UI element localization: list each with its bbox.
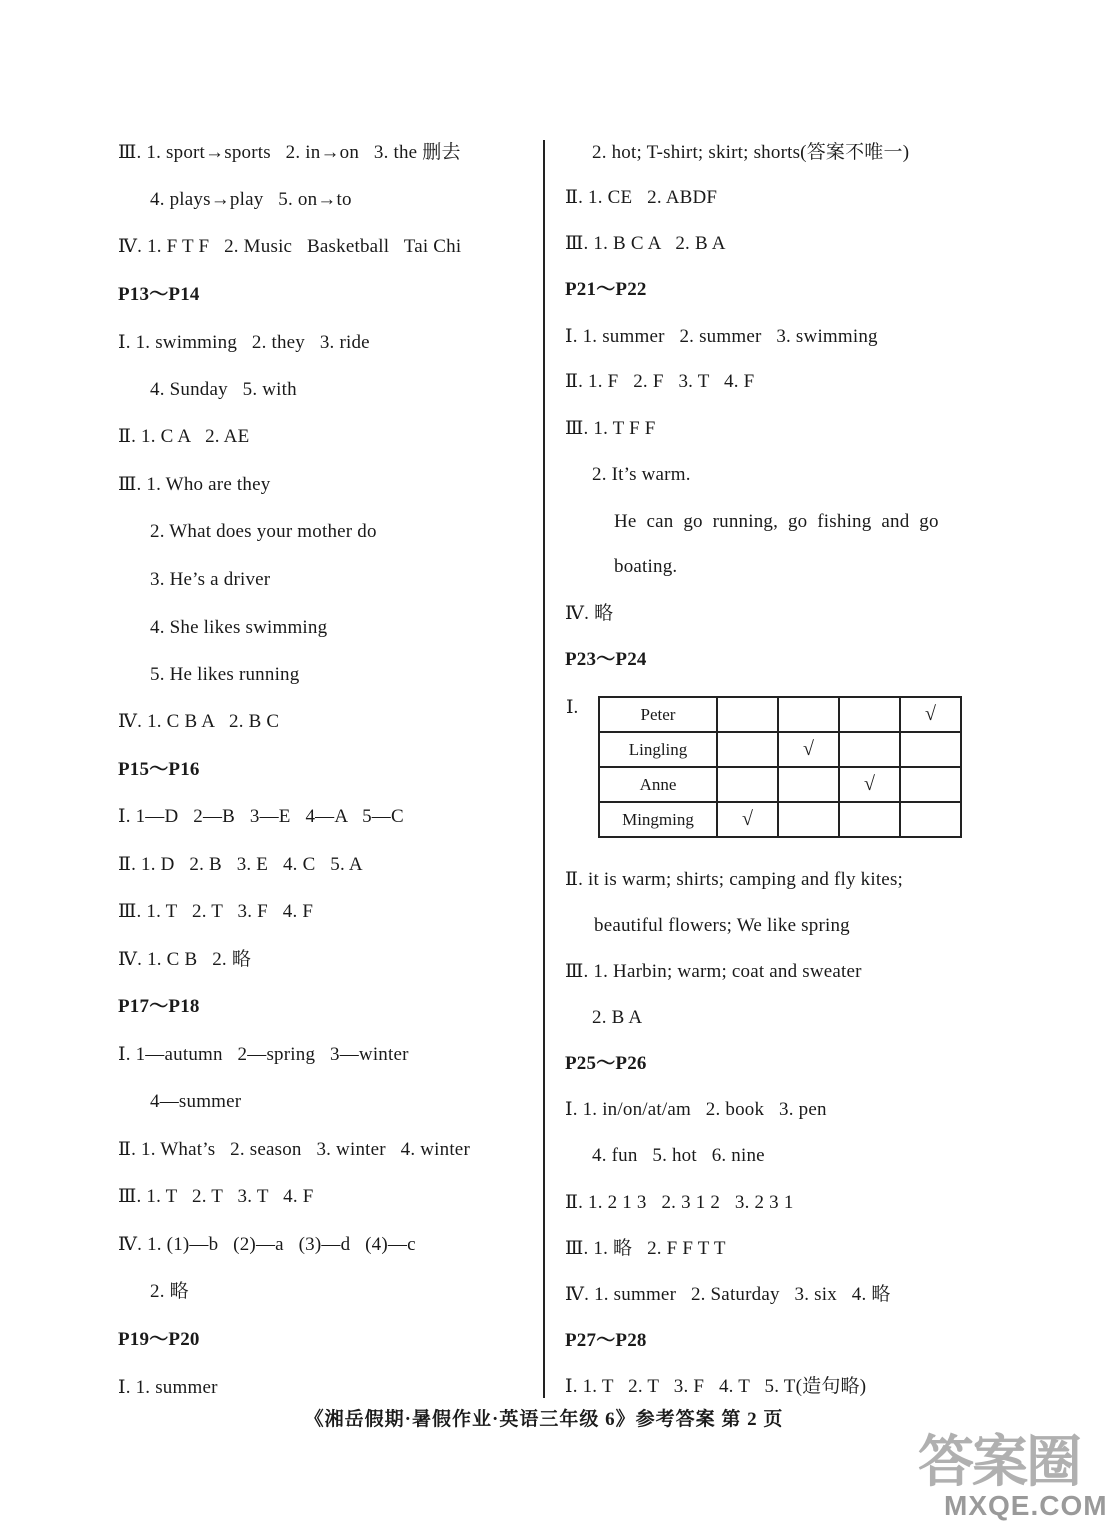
right-line-1: 2. hot; T-shirt; skirt; shorts(答案不唯一) — [592, 142, 910, 163]
table-cell — [839, 697, 900, 732]
left-line-10: 4. She likes swimming — [150, 617, 328, 638]
left-line-22: 2. 略 — [150, 1281, 189, 1302]
table-cell — [900, 767, 961, 802]
right-line-20: Ⅰ. 1. T 2. T 3. F 4. T 5. T(造句略) — [565, 1376, 867, 1397]
table-cell — [778, 767, 839, 802]
answer-table — [598, 696, 962, 838]
table-cell: √ — [839, 767, 900, 802]
watermark-glyph: 答 — [918, 1430, 974, 1495]
left-line-11: 5. He likes running — [150, 664, 300, 685]
section-heading-p27: P27～P28 — [565, 1330, 647, 1351]
table-cell-name: Peter — [599, 697, 717, 732]
section-heading-p19: P19～P20 — [118, 1329, 200, 1350]
right-line-10: Ⅳ. 略 — [565, 603, 614, 624]
right-line-12: beautiful flowers; We like spring — [594, 915, 850, 936]
table-cell: √ — [900, 697, 961, 732]
left-line-16: Ⅳ. 1. C B 2. 略 — [118, 949, 252, 970]
table-cell — [839, 802, 900, 837]
right-line-19: Ⅳ. 1. summer 2. Saturday 3. six 4. 略 — [565, 1284, 891, 1305]
left-line-3: Ⅳ. 1. F T F 2. Music Basketball Tai Chi — [118, 236, 462, 257]
right-line-5: Ⅱ. 1. F 2. F 3. T 4. F — [565, 371, 755, 392]
table-row — [599, 767, 961, 802]
left-line-4: Ⅰ. 1. swimming 2. they 3. ride — [118, 332, 370, 353]
table-cell — [717, 732, 778, 767]
left-line-18: 4—summer — [150, 1091, 242, 1112]
left-line-9: 3. He’s a driver — [150, 569, 271, 590]
left-line-19: Ⅱ. 1. What’s 2. season 3. winter 4. winter — [118, 1139, 470, 1160]
section-heading-p13: P13～P14 — [118, 284, 200, 305]
left-line-13: Ⅰ. 1—D 2—B 3—E 4—A 5—C — [118, 806, 404, 827]
page-footer: 《湘岳假期·暑假作业·英语三年级 6》参考答案 第 2 页 — [304, 1409, 784, 1430]
right-line-18: Ⅲ. 1. 略 2. F F T T — [565, 1238, 726, 1259]
watermark-glyph: 案 — [972, 1430, 1028, 1495]
left-line-21: Ⅳ. 1. (1)—b (2)—a (3)—d (4)—c — [118, 1234, 416, 1255]
right-line-8: He can go running, go fishing and go — [614, 511, 939, 532]
left-line-23: Ⅰ. 1. summer — [118, 1377, 218, 1398]
right-line-11: Ⅱ. it is warm; shirts; camping and fly kites; — [565, 869, 904, 890]
table-roman-label: Ⅰ. — [566, 697, 579, 718]
section-heading-p25: P25～P26 — [565, 1053, 647, 1074]
table-cell-name: Mingming — [599, 802, 717, 837]
section-heading-p23: P23～P24 — [565, 649, 647, 670]
right-line-16: 4. fun 5. hot 6. nine — [592, 1145, 765, 1166]
right-line-17: Ⅱ. 1. 2 1 3 2. 3 1 2 3. 2 3 1 — [565, 1192, 794, 1213]
table-row — [599, 732, 961, 767]
right-line-14: 2. B A — [592, 1007, 643, 1028]
table-cell — [900, 732, 961, 767]
column-divider — [543, 140, 545, 1398]
table-row — [599, 802, 961, 837]
left-line-2: 4. plays→play 5. on→to — [150, 189, 352, 210]
table-row — [599, 697, 961, 732]
left-line-12: Ⅳ. 1. C B A 2. B C — [118, 711, 280, 732]
right-line-13: Ⅲ. 1. Harbin; warm; coat and sweater — [565, 961, 862, 982]
table-cell — [778, 697, 839, 732]
left-line-1: Ⅲ. 1. sport→sports 2. in→on 3. the 删去 — [118, 142, 461, 163]
left-line-8: 2. What does your mother do — [150, 521, 377, 542]
right-line-4: Ⅰ. 1. summer 2. summer 3. swimming — [565, 326, 878, 347]
left-line-7: Ⅲ. 1. Who are they — [118, 474, 271, 495]
table-cell — [839, 732, 900, 767]
left-line-5: 4. Sunday 5. with — [150, 379, 297, 400]
table-cell: √ — [778, 732, 839, 767]
table-cell — [717, 767, 778, 802]
section-heading-p17: P17～P18 — [118, 996, 200, 1017]
table-cell-name: Anne — [599, 767, 717, 802]
right-line-6: Ⅲ. 1. T F F — [565, 418, 656, 439]
right-line-2: Ⅱ. 1. CE 2. ABDF — [565, 187, 718, 208]
left-line-17: Ⅰ. 1—autumn 2—spring 3—winter — [118, 1044, 409, 1065]
right-line-9: boating. — [614, 556, 678, 577]
section-heading-p21: P21～P22 — [565, 279, 647, 300]
right-line-3: Ⅲ. 1. B C A 2. B A — [565, 233, 726, 254]
table-cell — [900, 802, 961, 837]
left-line-15: Ⅲ. 1. T 2. T 3. F 4. F — [118, 901, 314, 922]
table-cell-name: Lingling — [599, 732, 717, 767]
left-line-6: Ⅱ. 1. C A 2. AE — [118, 426, 250, 447]
watermark-text: MXQE.COM — [944, 1490, 1108, 1521]
table-cell — [717, 697, 778, 732]
section-heading-p15: P15～P16 — [118, 759, 200, 780]
watermark-glyph: 圈 — [1026, 1430, 1082, 1495]
right-line-15: Ⅰ. 1. in/on/at/am 2. book 3. pen — [565, 1099, 827, 1120]
table-cell: √ — [717, 802, 778, 837]
left-line-14: Ⅱ. 1. D 2. B 3. E 4. C 5. A — [118, 854, 363, 875]
right-line-7: 2. It’s warm. — [592, 464, 691, 485]
left-line-20: Ⅲ. 1. T 2. T 3. T 4. F — [118, 1186, 314, 1207]
table-cell — [778, 802, 839, 837]
